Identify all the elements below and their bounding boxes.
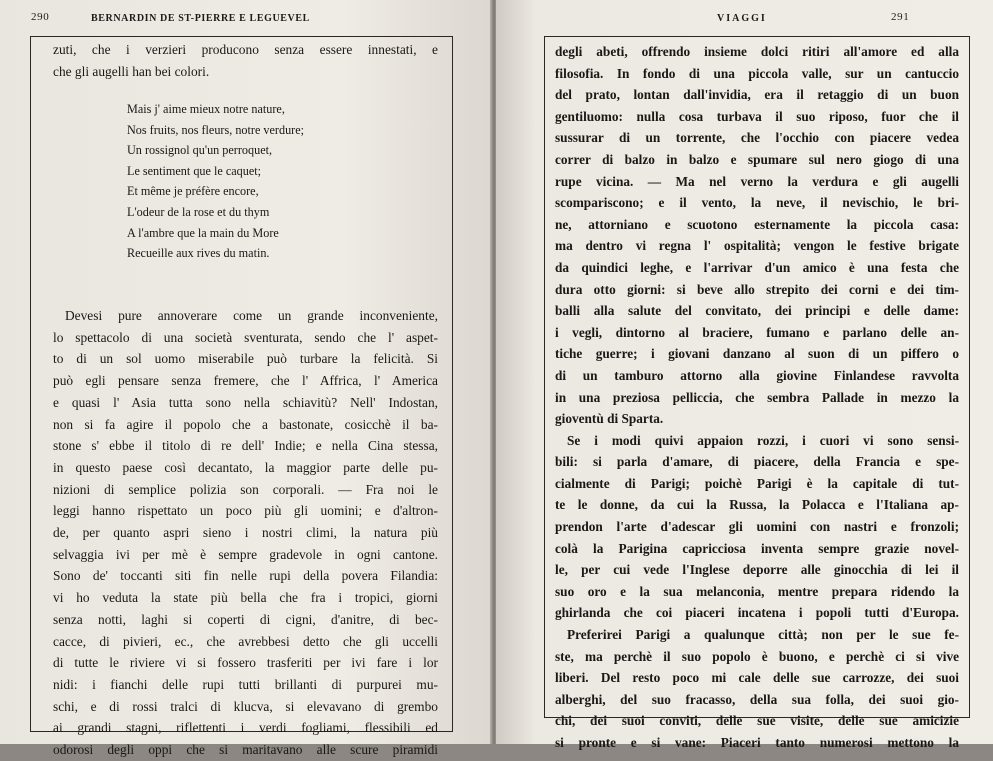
text-line: vi ho veduta la state più bella che fra i tropici, giorni	[53, 590, 438, 606]
text-line: Se i modi quivi appaion rozzi, i cuori vi sono sensi-	[567, 432, 959, 448]
text-line: rupe vicina. — Ma nel verno la verdura e gli augelli	[555, 173, 959, 189]
text-line: non si fa agire il popolo che a bastonate, cosicchè il ba-	[53, 416, 438, 432]
text-line: di un tamburo attorno alla giovine Finlandese ravvolta	[555, 367, 959, 383]
text-line: bili: si parla d'amare, di piacere, della Francia e spe-	[555, 454, 959, 470]
poem-line: Mais j' aime mieux notre nature,	[127, 102, 285, 116]
poem-line: A l'ambre que la main du More	[127, 225, 279, 240]
running-title: BERNARDIN DE ST-PIERRE E LEGUEVEL	[91, 13, 310, 24]
left-intro-text	[53, 39, 438, 82]
poem-line: Le sentiment que le caquet;	[127, 163, 262, 178]
text-line: to di un sol uomo miserabile può turbare la felicità. Si	[53, 351, 438, 367]
text-line: che gli augelli han bei colori.	[53, 63, 210, 79]
text-line: lo spettacolo di una società sventurata, sendo che l' aspet-	[53, 329, 438, 345]
text-line: del prato, lontan dall'invidia, era il retaggio di un buon	[555, 87, 959, 103]
text-line: Devesi pure annoverare come un grande inconveniente,	[65, 308, 438, 323]
page-number: 291	[891, 11, 910, 23]
text-line: schi, e di rossi tralci di klucva, si elevavano di grembo	[53, 698, 438, 714]
text-line: nidi: i fianchi delle rupi tutti brillanti di purpurei mu-	[53, 676, 438, 692]
text-line: odorosi degli oppi che si maritavano alle scure piramidi	[53, 742, 438, 758]
text-line: sussurar di un torrente, che l'occhio con piacere vedea	[555, 130, 959, 146]
left-page	[0, 0, 492, 758]
text-line: Preferirei Parigi a qualunque città; non per le sue fe-	[567, 627, 959, 643]
text-line: gentiluomo: nulla cosa turbava il suo riposo, fuor che il	[555, 108, 959, 124]
text-line: scompariscono; e il vento, la neve, il nevischio, le bri-	[555, 195, 959, 211]
text-line: da quindici leghe, e l'arrivar d'un amico è una festa che	[555, 259, 959, 275]
text-line: ste, ma perchè il suo popolo è buono, e perchè ci si vive	[555, 648, 959, 664]
text-line: de, per quanto aspri sieno i nostri climi, la natura più	[53, 525, 438, 541]
text-line: nizioni di semplice polizia son corporali. — Fra noi le	[53, 481, 438, 497]
text-line: stone s' ebbe il titolo di re dell' Indie; e nella Cina stessa,	[53, 438, 438, 454]
text-line: le, per cui vede l'Inglese deporre alle ginocchia di lei il	[555, 562, 959, 578]
left-page-frame	[30, 11, 453, 758]
text-line: ghirlanda che coi piaceri incatena i popoli tutti d'Europa.	[555, 605, 959, 621]
text-line: i vegli, dintorno al braciere, fumano e parlano delle an-	[555, 324, 959, 340]
text-line: dura otto giorni: si beve allo strepito dei corni e dei tim-	[555, 281, 959, 297]
poem-line: Nos fruits, nos fleurs, notre verdure;	[127, 122, 305, 137]
text-line: Sono de' toccanti siti fin nelle rupi della povera Filandia:	[53, 568, 438, 584]
text-line: degli abeti, offrendo insieme dolci ritiri all'amore ed alla	[555, 44, 959, 59]
text-line: cacce, di pivieri, ec., che avrebbesi detto che gli uccelli	[53, 633, 438, 649]
text-line: in una preziosa pelliccia, che sembra Pallade in mezzo la	[555, 389, 959, 405]
right-page-frame	[544, 11, 970, 750]
text-line: si pronte e si vane: Piaceri tanto numerosi mettono la	[555, 735, 959, 750]
page-number: 290	[31, 11, 50, 23]
text-line: ai grandi stagni, riflettenti i verdi fogliami, flessibili ed	[53, 720, 438, 736]
left-body-text	[53, 305, 438, 761]
poem-line: L'odeur de la rose et du thym	[127, 204, 270, 219]
french-poem	[127, 99, 304, 264]
text-line: gioventù di Sparta.	[555, 411, 664, 427]
right-page	[496, 0, 993, 750]
text-line: in questo paese così decantato, la maggior parte delle pu-	[53, 459, 438, 475]
running-title: VIAGGI	[717, 13, 767, 24]
text-line: prendon l'arte d'adescar gli uomini con nastri e fronzoli;	[555, 519, 959, 535]
text-line: zuti, che i verzieri producono senza essere innestati, e	[53, 42, 438, 57]
text-line: chi, dei suoi conviti, delle sue visite, delle sue amicizie	[555, 713, 959, 729]
text-line: ne, attorniano e scuotono esternamente la piccola casa:	[555, 216, 959, 232]
text-line: alberghi, del suo fracasso, della sua folla, dei suoi gio-	[555, 691, 959, 707]
text-line: e quasi l' Asia tutta sono nella schiavitù? Nell' Indostan,	[53, 394, 438, 410]
text-line: te le donne, da cui la Russa, la Polacca e l'Italiana ap-	[555, 497, 959, 513]
right-page-header	[545, 13, 969, 27]
poem-line: Un rossignol qu'un perroquet,	[127, 143, 273, 158]
text-line: balli alla salute del convitato, dei principi e delle dame:	[555, 303, 959, 319]
text-line: correr di balzo in balzo e spumare sul nero giogo di una	[555, 151, 959, 167]
poem-line: Recueille aux rives du matin.	[127, 246, 270, 261]
text-line: colà la Parigina capricciosa inventa sempre grazie novel-	[555, 540, 959, 556]
text-line: suo oro e la sua melanconia, mentre prepara ridendo la	[555, 583, 959, 599]
right-body-text	[555, 41, 959, 754]
text-line: di tutte le riviere vi si fossero trasferiti per ivi fare i lor	[53, 655, 438, 671]
poem-line: Et même je préfère encore,	[127, 184, 259, 199]
text-line: cialmente di Parigi; poichè Parigi è la capitale di tut-	[555, 475, 959, 491]
text-line: ma dentro vi regna l' ospitalità; vengon le festive brigate	[555, 238, 959, 254]
text-line: filosofia. In fondo di una piccola valle, sur un cantuccio	[555, 65, 959, 81]
text-line: selvaggia ivi per mè è sempre gradevole in ogni cantone.	[53, 546, 438, 562]
text-line: senza notti, laghi si coperti di cigni, d'anitre, di bec-	[53, 611, 438, 627]
text-line: può egli pensare senza fremere, che l' Affrica, l' America	[53, 373, 438, 389]
left-page-header	[31, 13, 452, 27]
text-line: leggi hanno rispettato un poco più gli uomini; e d'altron-	[53, 503, 438, 519]
text-line: liberi. Del resto poco mi cale delle sue carrozze, dei suoi	[555, 670, 959, 686]
text-line: tiche guerre; i giovani danzano al suon di un piffero o	[555, 346, 959, 362]
